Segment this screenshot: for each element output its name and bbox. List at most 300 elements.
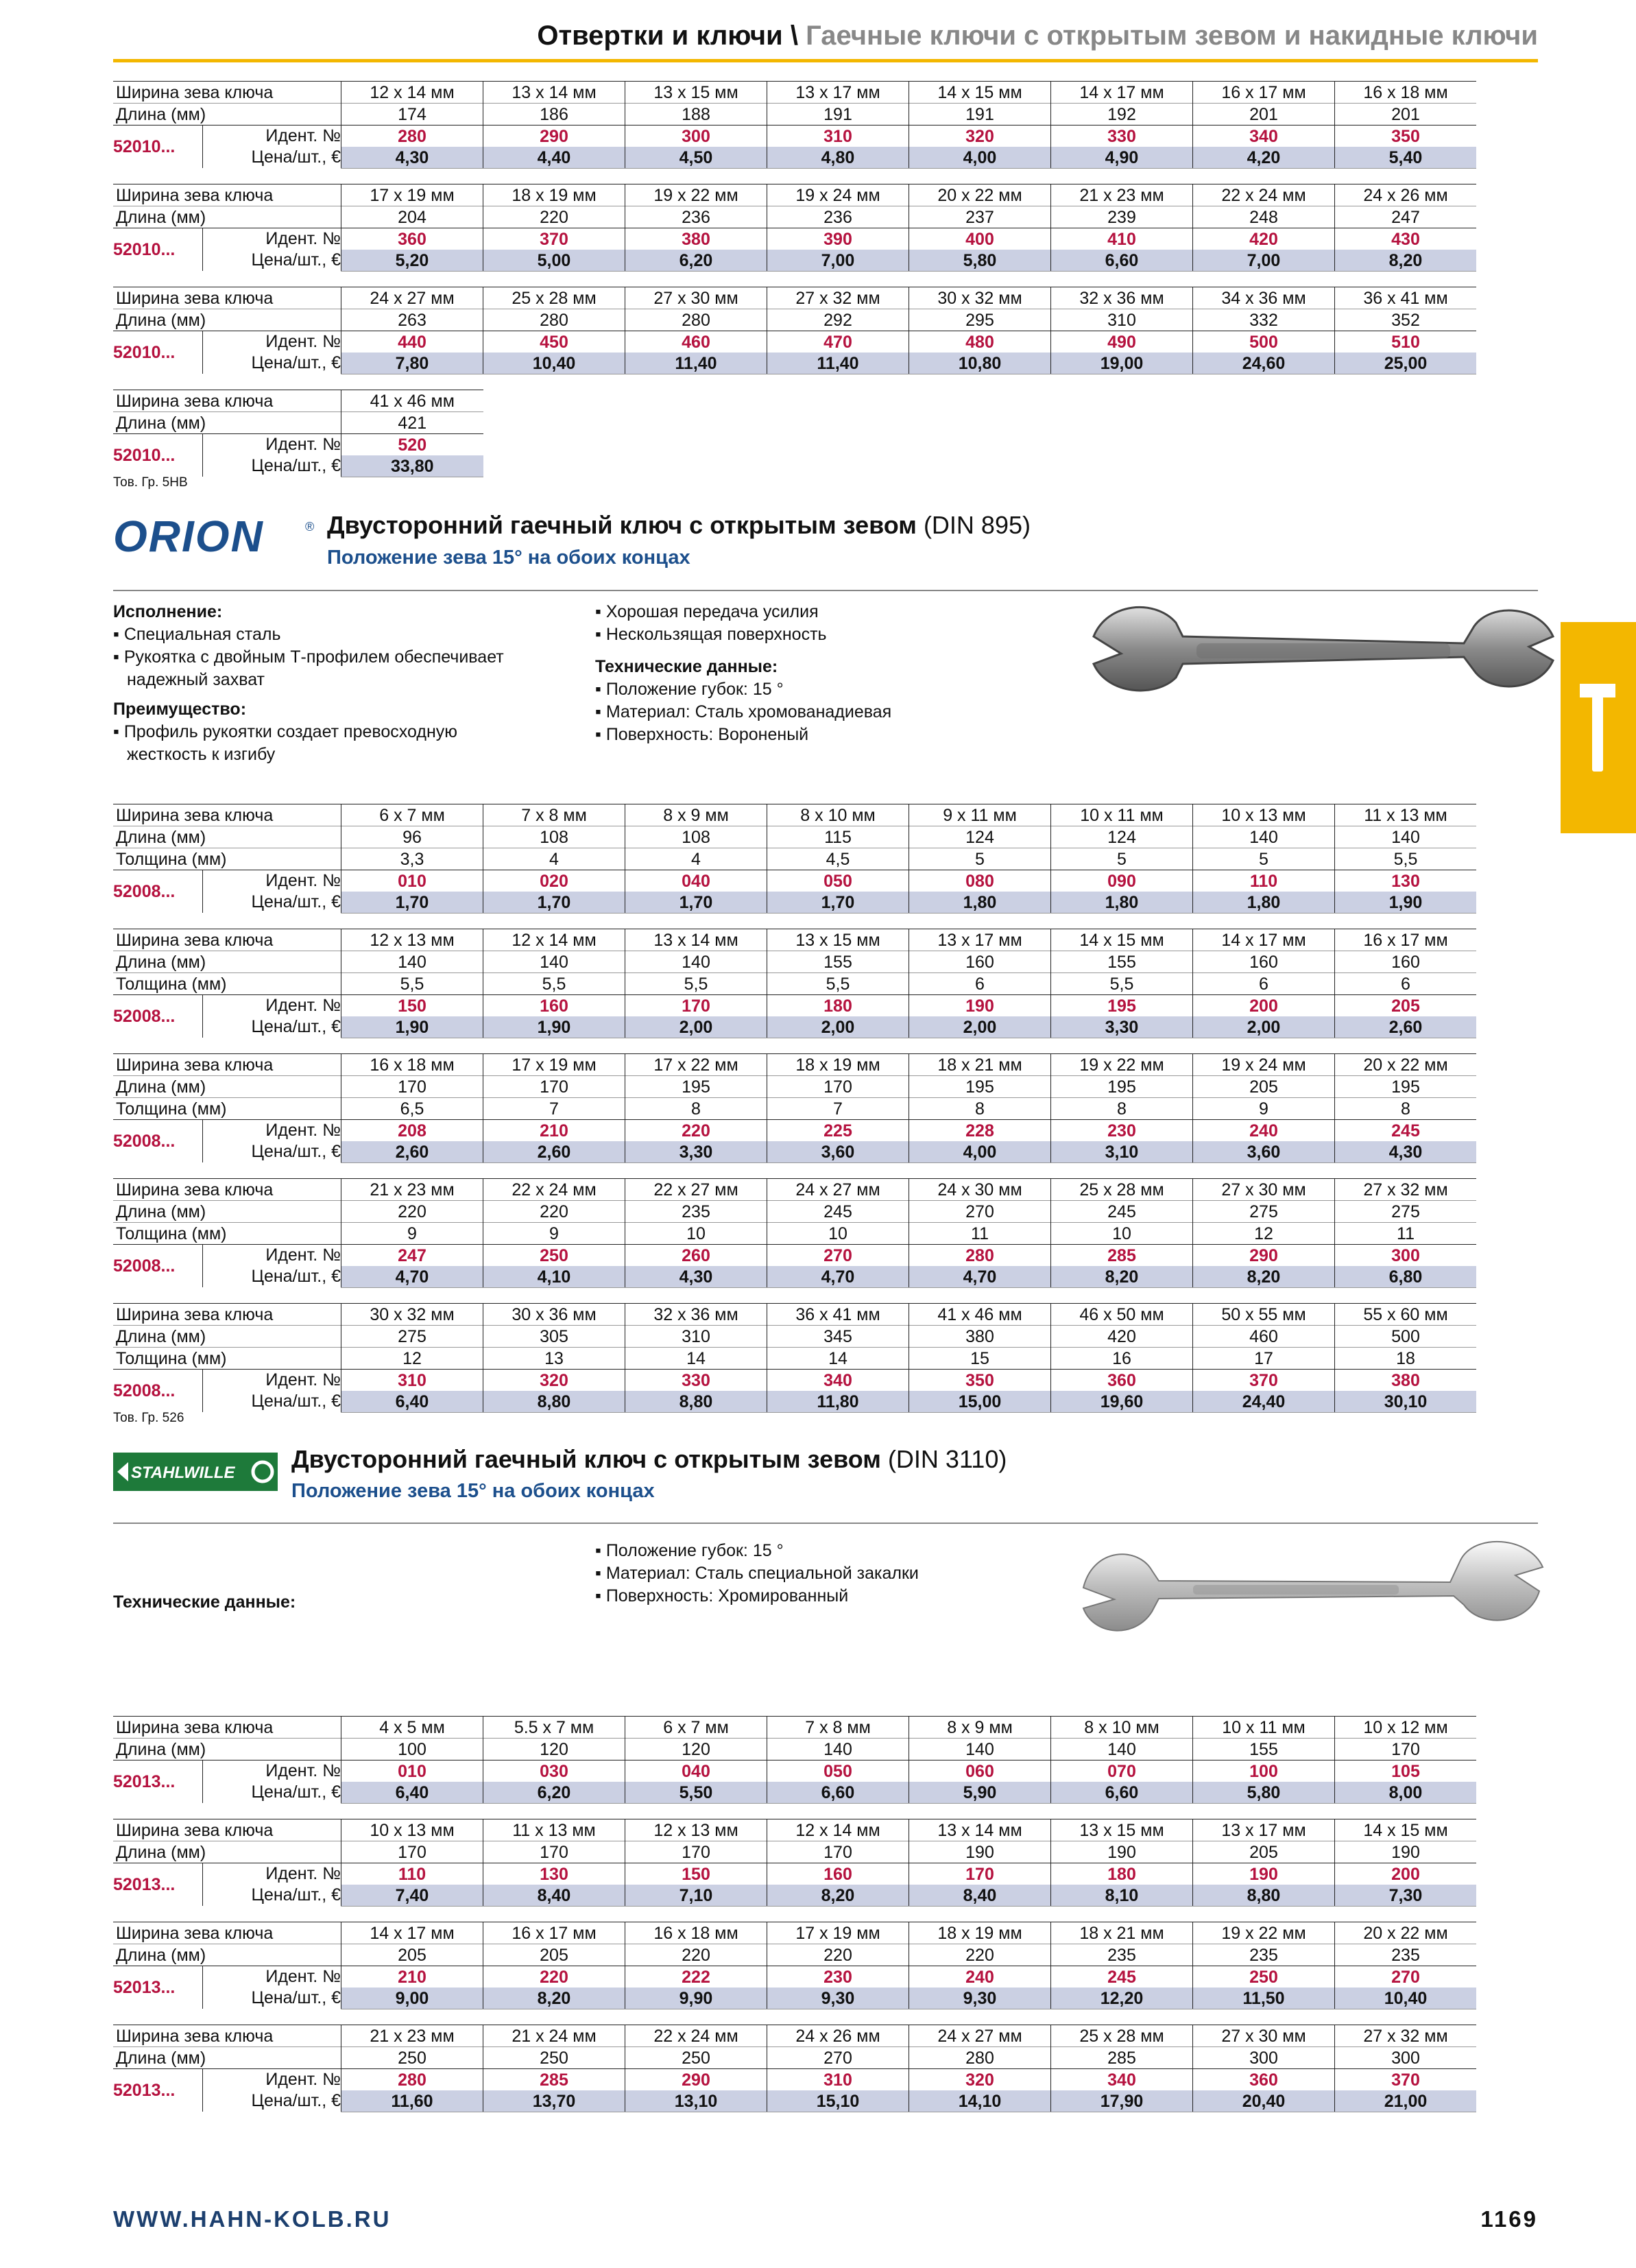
length-cell: 310: [1051, 309, 1193, 331]
length-row: [113, 309, 1476, 331]
width-cell: 13 x 17 мм: [767, 82, 909, 104]
price-cell: 1,70: [767, 892, 909, 914]
width-label: Ширина зева ключа: [113, 184, 341, 206]
empty-cell: [1193, 434, 1335, 456]
ident-cell: 360: [341, 228, 483, 250]
ident-cell: 360: [1051, 1370, 1193, 1392]
length-cell: 120: [625, 1739, 767, 1760]
width-cell: 24 x 30 мм: [909, 1179, 1051, 1201]
article-cell: [113, 1760, 341, 1804]
feature-item: ▪ Нескользящая поверхность: [595, 623, 979, 646]
ident-row: [113, 1245, 1476, 1267]
ident-cell: 260: [625, 1245, 767, 1267]
stahlwille-logo: [113, 1453, 278, 1491]
ident-row: [113, 870, 1476, 892]
length-cell: 170: [625, 1841, 767, 1863]
stahlwille-wrench-image: [1076, 1533, 1550, 1653]
width-cell: 14 x 15 мм: [1051, 929, 1193, 951]
header-title: Отвертки и ключи: [537, 21, 783, 51]
article-code[interactable]: 52008...: [113, 1245, 203, 1287]
ident-cell: 290: [483, 126, 625, 147]
width-cell: 21 x 23 мм: [341, 2025, 483, 2047]
thickness-cell: 8: [1335, 1098, 1477, 1120]
price-cell: 5,50: [625, 1782, 767, 1804]
price-label: Цена/шт., €: [251, 2091, 341, 2110]
length-cell: 247: [1335, 206, 1477, 228]
thickness-label: Толщина (мм): [113, 848, 341, 870]
price-label: Цена/шт., €: [251, 1267, 341, 1286]
article-code[interactable]: 52010...: [113, 126, 203, 168]
price-cell: 2,00: [625, 1016, 767, 1038]
price-cell: 8,20: [483, 1988, 625, 2009]
width-label: Ширина зева ключа: [113, 1819, 341, 1841]
price-cell: 15,10: [767, 2090, 909, 2112]
width-cell: 5.5 x 7 мм: [483, 1717, 625, 1739]
empty-cell: [1335, 434, 1477, 456]
length-cell: 310: [625, 1326, 767, 1348]
length-cell: 120: [483, 1739, 625, 1760]
length-cell: 235: [625, 1201, 767, 1223]
length-cell: 270: [909, 1201, 1051, 1223]
width-cell: 19 x 22 мм: [1193, 1922, 1335, 1944]
width-cell: 10 x 11 мм: [1051, 804, 1193, 826]
ident-row: [113, 1863, 1476, 1885]
tech-item: ▪ Поверхность: Хромированный: [595, 1585, 1007, 1608]
ident-cell: 380: [1335, 1370, 1477, 1392]
thickness-cell: 5: [909, 848, 1051, 870]
ident-cell: 130: [483, 1863, 625, 1885]
width-cell: 13 x 17 мм: [909, 929, 1051, 951]
width-row: [113, 390, 1476, 412]
article-code[interactable]: 52010...: [113, 434, 203, 477]
empty-cell: [625, 455, 767, 477]
length-cell: 245: [767, 1201, 909, 1223]
ident-label: Идент. №: [265, 2070, 341, 2089]
orion-wrench-image: [1080, 595, 1560, 698]
length-cell: 140: [625, 951, 767, 973]
ident-cell: 420: [1193, 228, 1335, 250]
price-cell: 6,40: [341, 1391, 483, 1413]
price-cell: 4,00: [909, 147, 1051, 169]
length-cell: 292: [767, 309, 909, 331]
article-cell: [113, 1863, 341, 1907]
width-cell: 32 x 36 мм: [625, 1304, 767, 1326]
page-header: [113, 15, 1538, 60]
group-spacer: [113, 1163, 1476, 1179]
price-cell: 3,30: [625, 1141, 767, 1163]
adv-heading: Преимущество:: [113, 700, 247, 719]
ident-cell: 240: [909, 1966, 1051, 1988]
price-label: Цена/шт., €: [251, 1988, 341, 2007]
width-cell: 46 x 50 мм: [1051, 1304, 1193, 1326]
price-cell: 2,00: [1193, 1016, 1335, 1038]
empty-cell: [909, 434, 1051, 456]
empty-cell: [1051, 434, 1193, 456]
width-cell: 22 x 24 мм: [625, 2025, 767, 2047]
length-cell: 124: [909, 826, 1051, 848]
section2-rule: [113, 590, 1538, 591]
length-cell: 195: [1335, 1076, 1477, 1098]
width-cell: 18 x 21 мм: [1051, 1922, 1193, 1944]
width-cell: 13 x 15 мм: [1051, 1819, 1193, 1841]
thickness-row: [113, 1098, 1476, 1120]
length-cell: 270: [767, 2047, 909, 2069]
empty-cell: [1051, 455, 1193, 477]
width-cell: 34 x 36 мм: [1193, 287, 1335, 309]
width-label: Ширина зева ключа: [113, 287, 341, 309]
width-cell: 27 x 30 мм: [1193, 1179, 1335, 1201]
empty-cell: [1193, 455, 1335, 477]
width-cell: 22 x 27 мм: [625, 1179, 767, 1201]
width-cell: 24 x 27 мм: [909, 2025, 1051, 2047]
length-cell: 190: [1051, 1841, 1193, 1863]
ident-cell: 150: [625, 1863, 767, 1885]
length-row: [113, 951, 1476, 973]
ident-cell: 010: [341, 870, 483, 892]
price-cell: 30,10: [1335, 1391, 1477, 1413]
ident-row: [113, 331, 1476, 353]
width-cell: 19 x 24 мм: [767, 184, 909, 206]
ident-label: Идент. №: [265, 1967, 341, 1986]
length-cell: 201: [1335, 104, 1477, 126]
article-code[interactable]: 52008...: [113, 1370, 203, 1412]
price-cell: 4,70: [767, 1266, 909, 1288]
ident-cell: 470: [767, 331, 909, 353]
price-cell: 5,80: [909, 250, 1051, 272]
width-label: Ширина зева ключа: [113, 1179, 341, 1201]
ident-cell: 240: [1193, 1120, 1335, 1142]
price-cell: 2,00: [909, 1016, 1051, 1038]
length-label: Длина (мм): [113, 2047, 341, 2069]
thickness-cell: 5,5: [1051, 973, 1193, 995]
price-cell: 7,00: [1193, 250, 1335, 272]
length-cell: 235: [1051, 1944, 1193, 1966]
width-cell: 19 x 22 мм: [625, 184, 767, 206]
length-row: [113, 1201, 1476, 1223]
article-code[interactable]: 52008...: [113, 1120, 203, 1162]
header-separator: \: [790, 21, 798, 51]
article-code[interactable]: 52008...: [113, 870, 203, 913]
price-cell: 19,60: [1051, 1391, 1193, 1413]
price-cell: 6,20: [625, 250, 767, 272]
empty-cell: [767, 390, 909, 412]
thickness-row: [113, 848, 1476, 870]
length-cell: 220: [767, 1944, 909, 1966]
thickness-cell: 11: [909, 1223, 1051, 1245]
width-cell: 13 x 15 мм: [767, 929, 909, 951]
ident-row: [113, 2069, 1476, 2091]
price-cell: 8,40: [909, 1885, 1051, 1907]
price-cell: 17,90: [1051, 2090, 1193, 2112]
ident-cell: 228: [909, 1120, 1051, 1142]
length-cell: 280: [483, 309, 625, 331]
price-cell: 8,20: [767, 1885, 909, 1907]
article-code[interactable]: 52013...: [113, 1863, 203, 1906]
price-cell: 1,70: [483, 892, 625, 914]
section1-table: [113, 81, 1476, 477]
width-cell: 18 x 19 мм: [483, 184, 625, 206]
group-spacer: [113, 169, 1476, 184]
ident-cell: 430: [1335, 228, 1477, 250]
article-cell: [113, 228, 341, 272]
thickness-cell: 7: [767, 1098, 909, 1120]
length-cell: 170: [767, 1841, 909, 1863]
footer-url[interactable]: WWW.HAHN-KOLB.RU: [113, 2206, 392, 2232]
empty-cell: [1193, 412, 1335, 434]
thickness-cell: 4,5: [767, 848, 909, 870]
price-cell: 9,00: [341, 1988, 483, 2009]
ident-cell: 050: [767, 1760, 909, 1782]
width-cell: 9 x 11 мм: [909, 804, 1051, 826]
length-label: Длина (мм): [113, 309, 341, 331]
header-subtitle: Гаечные ключи с открытым зевом и накидные ключи: [806, 21, 1538, 51]
ident-cell: 180: [1051, 1863, 1193, 1885]
price-cell: 5,40: [1335, 147, 1477, 169]
length-cell: 295: [909, 309, 1051, 331]
length-cell: 275: [1335, 1201, 1477, 1223]
width-label: Ширина зева ключа: [113, 929, 341, 951]
thickness-row: [113, 1223, 1476, 1245]
length-cell: 205: [1193, 1841, 1335, 1863]
thickness-cell: 5,5: [483, 973, 625, 995]
price-cell: 20,40: [1193, 2090, 1335, 2112]
ident-cell: 210: [483, 1120, 625, 1142]
ident-row: [113, 228, 1476, 250]
price-cell: 4,30: [1335, 1141, 1477, 1163]
ident-cell: 440: [341, 331, 483, 353]
thickness-cell: 10: [767, 1223, 909, 1245]
price-label: Цена/шт., €: [251, 1782, 341, 1802]
article-code[interactable]: 52010...: [113, 228, 203, 271]
length-cell: 201: [1193, 104, 1335, 126]
length-label: Длина (мм): [113, 951, 341, 973]
width-cell: 25 x 28 мм: [1051, 2025, 1193, 2047]
length-cell: 186: [483, 104, 625, 126]
price-cell: 12,20: [1051, 1988, 1193, 2009]
empty-cell: [1051, 390, 1193, 412]
price-cell: 13,10: [625, 2090, 767, 2112]
section-tab[interactable]: [1561, 622, 1636, 833]
exec-heading: Исполнение:: [113, 602, 223, 621]
price-cell: 3,60: [767, 1141, 909, 1163]
price-cell: 7,80: [341, 353, 483, 374]
article-code[interactable]: 52013...: [113, 1966, 203, 2009]
price-cell: 2,60: [1335, 1016, 1477, 1038]
ident-row: [113, 1760, 1476, 1782]
length-cell: 140: [341, 951, 483, 973]
length-cell: 140: [767, 1739, 909, 1760]
price-cell: 24,40: [1193, 1391, 1335, 1413]
width-cell: 27 x 30 мм: [625, 287, 767, 309]
width-cell: 21 x 23 мм: [341, 1179, 483, 1201]
ident-cell: 290: [1193, 1245, 1335, 1267]
tech-item: ▪ Материал: Сталь хромованадиевая: [595, 701, 979, 724]
ident-label: Идент. №: [265, 1370, 341, 1389]
width-cell: 14 x 15 мм: [909, 82, 1051, 104]
ident-cell: 350: [909, 1370, 1051, 1392]
length-cell: 160: [1335, 951, 1477, 973]
ident-cell: 130: [1335, 870, 1477, 892]
width-row: [113, 82, 1476, 104]
width-row: [113, 1179, 1476, 1201]
price-cell: 1,80: [1193, 892, 1335, 914]
price-cell: 5,20: [341, 250, 483, 272]
thickness-label: Толщина (мм): [113, 1223, 341, 1245]
length-cell: 205: [483, 1944, 625, 1966]
ident-row: [113, 434, 1476, 456]
thickness-cell: 16: [1051, 1348, 1193, 1370]
empty-cell: [1193, 390, 1335, 412]
width-cell: 19 x 24 мм: [1193, 1054, 1335, 1076]
length-cell: 190: [909, 1841, 1051, 1863]
section3-tech-heading-wrap: [113, 1591, 296, 1614]
price-cell: 3,60: [1193, 1141, 1335, 1163]
length-cell: 108: [483, 826, 625, 848]
width-row: [113, 804, 1476, 826]
width-cell: 22 x 24 мм: [483, 1179, 625, 1201]
width-cell: 14 x 17 мм: [1051, 82, 1193, 104]
svg-text:®: ®: [305, 520, 315, 534]
width-cell: 11 x 13 мм: [483, 1819, 625, 1841]
length-cell: 460: [1193, 1326, 1335, 1348]
empty-cell: [483, 455, 625, 477]
length-row: [113, 206, 1476, 228]
article-cell: [113, 995, 341, 1038]
ident-cell: 340: [1193, 126, 1335, 147]
length-label: Длина (мм): [113, 206, 341, 228]
length-cell: 285: [1051, 2047, 1193, 2069]
article-code[interactable]: 52013...: [113, 2069, 203, 2112]
price-cell: 1,70: [341, 892, 483, 914]
empty-cell: [625, 412, 767, 434]
length-cell: 100: [341, 1739, 483, 1760]
length-row: [113, 104, 1476, 126]
length-row: [113, 412, 1476, 434]
width-cell: 27 x 32 мм: [767, 287, 909, 309]
thickness-cell: 5,5: [767, 973, 909, 995]
width-cell: 10 x 13 мм: [1193, 804, 1335, 826]
ident-cell: 280: [909, 1245, 1051, 1267]
empty-cell: [909, 455, 1051, 477]
ident-label: Идент. №: [265, 126, 341, 145]
length-cell: 220: [341, 1201, 483, 1223]
ident-label: Идент. №: [265, 435, 341, 454]
width-cell: 30 x 36 мм: [483, 1304, 625, 1326]
header-rule: [113, 59, 1538, 62]
ident-cell: 150: [341, 995, 483, 1017]
price-cell: 8,20: [1335, 250, 1477, 272]
ident-cell: 285: [1051, 1245, 1193, 1267]
width-row: [113, 929, 1476, 951]
width-cell: 11 x 13 мм: [1335, 804, 1477, 826]
ident-cell: 380: [625, 228, 767, 250]
price-cell: 4,30: [341, 147, 483, 169]
thickness-cell: 4: [483, 848, 625, 870]
width-row: [113, 184, 1476, 206]
ident-cell: 230: [1051, 1120, 1193, 1142]
width-row: [113, 1922, 1476, 1944]
price-cell: 25,00: [1335, 353, 1477, 374]
length-cell: 160: [1193, 951, 1335, 973]
article-code[interactable]: 52008...: [113, 995, 203, 1038]
ident-cell: 320: [483, 1370, 625, 1392]
group-spacer: [113, 1288, 1476, 1304]
length-cell: 235: [1193, 1944, 1335, 1966]
thickness-cell: 10: [625, 1223, 767, 1245]
width-cell: 14 x 17 мм: [341, 1922, 483, 1944]
group-spacer: [113, 374, 1476, 390]
price-cell: 6,60: [767, 1782, 909, 1804]
price-label: Цена/шт., €: [251, 147, 341, 167]
price-cell: 33,80: [341, 455, 483, 477]
thickness-cell: 5: [1051, 848, 1193, 870]
width-cell: 20 x 22 мм: [1335, 1054, 1477, 1076]
thickness-cell: 6: [1193, 973, 1335, 995]
length-cell: 236: [767, 206, 909, 228]
width-cell: 30 x 32 мм: [909, 287, 1051, 309]
width-cell: 4 x 5 мм: [341, 1717, 483, 1739]
ident-cell: 450: [483, 331, 625, 353]
length-cell: 250: [625, 2047, 767, 2069]
price-label: Цена/шт., €: [251, 1142, 341, 1161]
length-cell: 170: [341, 1076, 483, 1098]
width-cell: 20 x 22 мм: [1335, 1922, 1477, 1944]
thickness-cell: 8: [1051, 1098, 1193, 1120]
length-cell: 300: [1193, 2047, 1335, 2069]
section3-subtitle: Положение зева 15° на обоих концах: [291, 1480, 655, 1502]
ident-cell: 160: [483, 995, 625, 1017]
article-code[interactable]: 52013...: [113, 1760, 203, 1803]
length-cell: 174: [341, 104, 483, 126]
ident-cell: 200: [1335, 1863, 1477, 1885]
ident-cell: 280: [341, 2069, 483, 2091]
price-cell: 13,70: [483, 2090, 625, 2112]
thickness-row: [113, 973, 1476, 995]
width-cell: 20 x 22 мм: [909, 184, 1051, 206]
ident-cell: 160: [767, 1863, 909, 1885]
width-cell: 8 x 9 мм: [625, 804, 767, 826]
thickness-cell: 13: [483, 1348, 625, 1370]
ident-cell: 230: [767, 1966, 909, 1988]
thickness-cell: 8: [625, 1098, 767, 1120]
width-row: [113, 1717, 1476, 1739]
ident-cell: 050: [767, 870, 909, 892]
price-cell: 11,40: [625, 353, 767, 374]
price-cell: 11,50: [1193, 1988, 1335, 2009]
page-number: 1169: [1480, 2206, 1538, 2232]
svg-text:ORION: ORION: [113, 516, 264, 558]
group-spacer: [113, 1804, 1476, 1819]
ident-cell: 070: [1051, 1760, 1193, 1782]
length-row: [113, 1841, 1476, 1863]
length-row: [113, 1076, 1476, 1098]
width-cell: 19 x 22 мм: [1051, 1054, 1193, 1076]
article-code[interactable]: 52010...: [113, 331, 203, 374]
price-cell: 15,00: [909, 1391, 1051, 1413]
price-cell: 4,30: [625, 1266, 767, 1288]
length-cell: 239: [1051, 206, 1193, 228]
price-cell: 5,00: [483, 250, 625, 272]
ident-label: Идент. №: [265, 1761, 341, 1780]
price-cell: 4,80: [767, 147, 909, 169]
width-cell: 17 x 22 мм: [625, 1054, 767, 1076]
price-cell: 1,80: [909, 892, 1051, 914]
width-cell: 13 x 14 мм: [909, 1819, 1051, 1841]
width-cell: 32 x 36 мм: [1051, 287, 1193, 309]
width-cell: 10 x 12 мм: [1335, 1717, 1477, 1739]
width-label: Ширина зева ключа: [113, 82, 341, 104]
feature-item: ▪ Хорошая передача усилия: [595, 601, 979, 623]
